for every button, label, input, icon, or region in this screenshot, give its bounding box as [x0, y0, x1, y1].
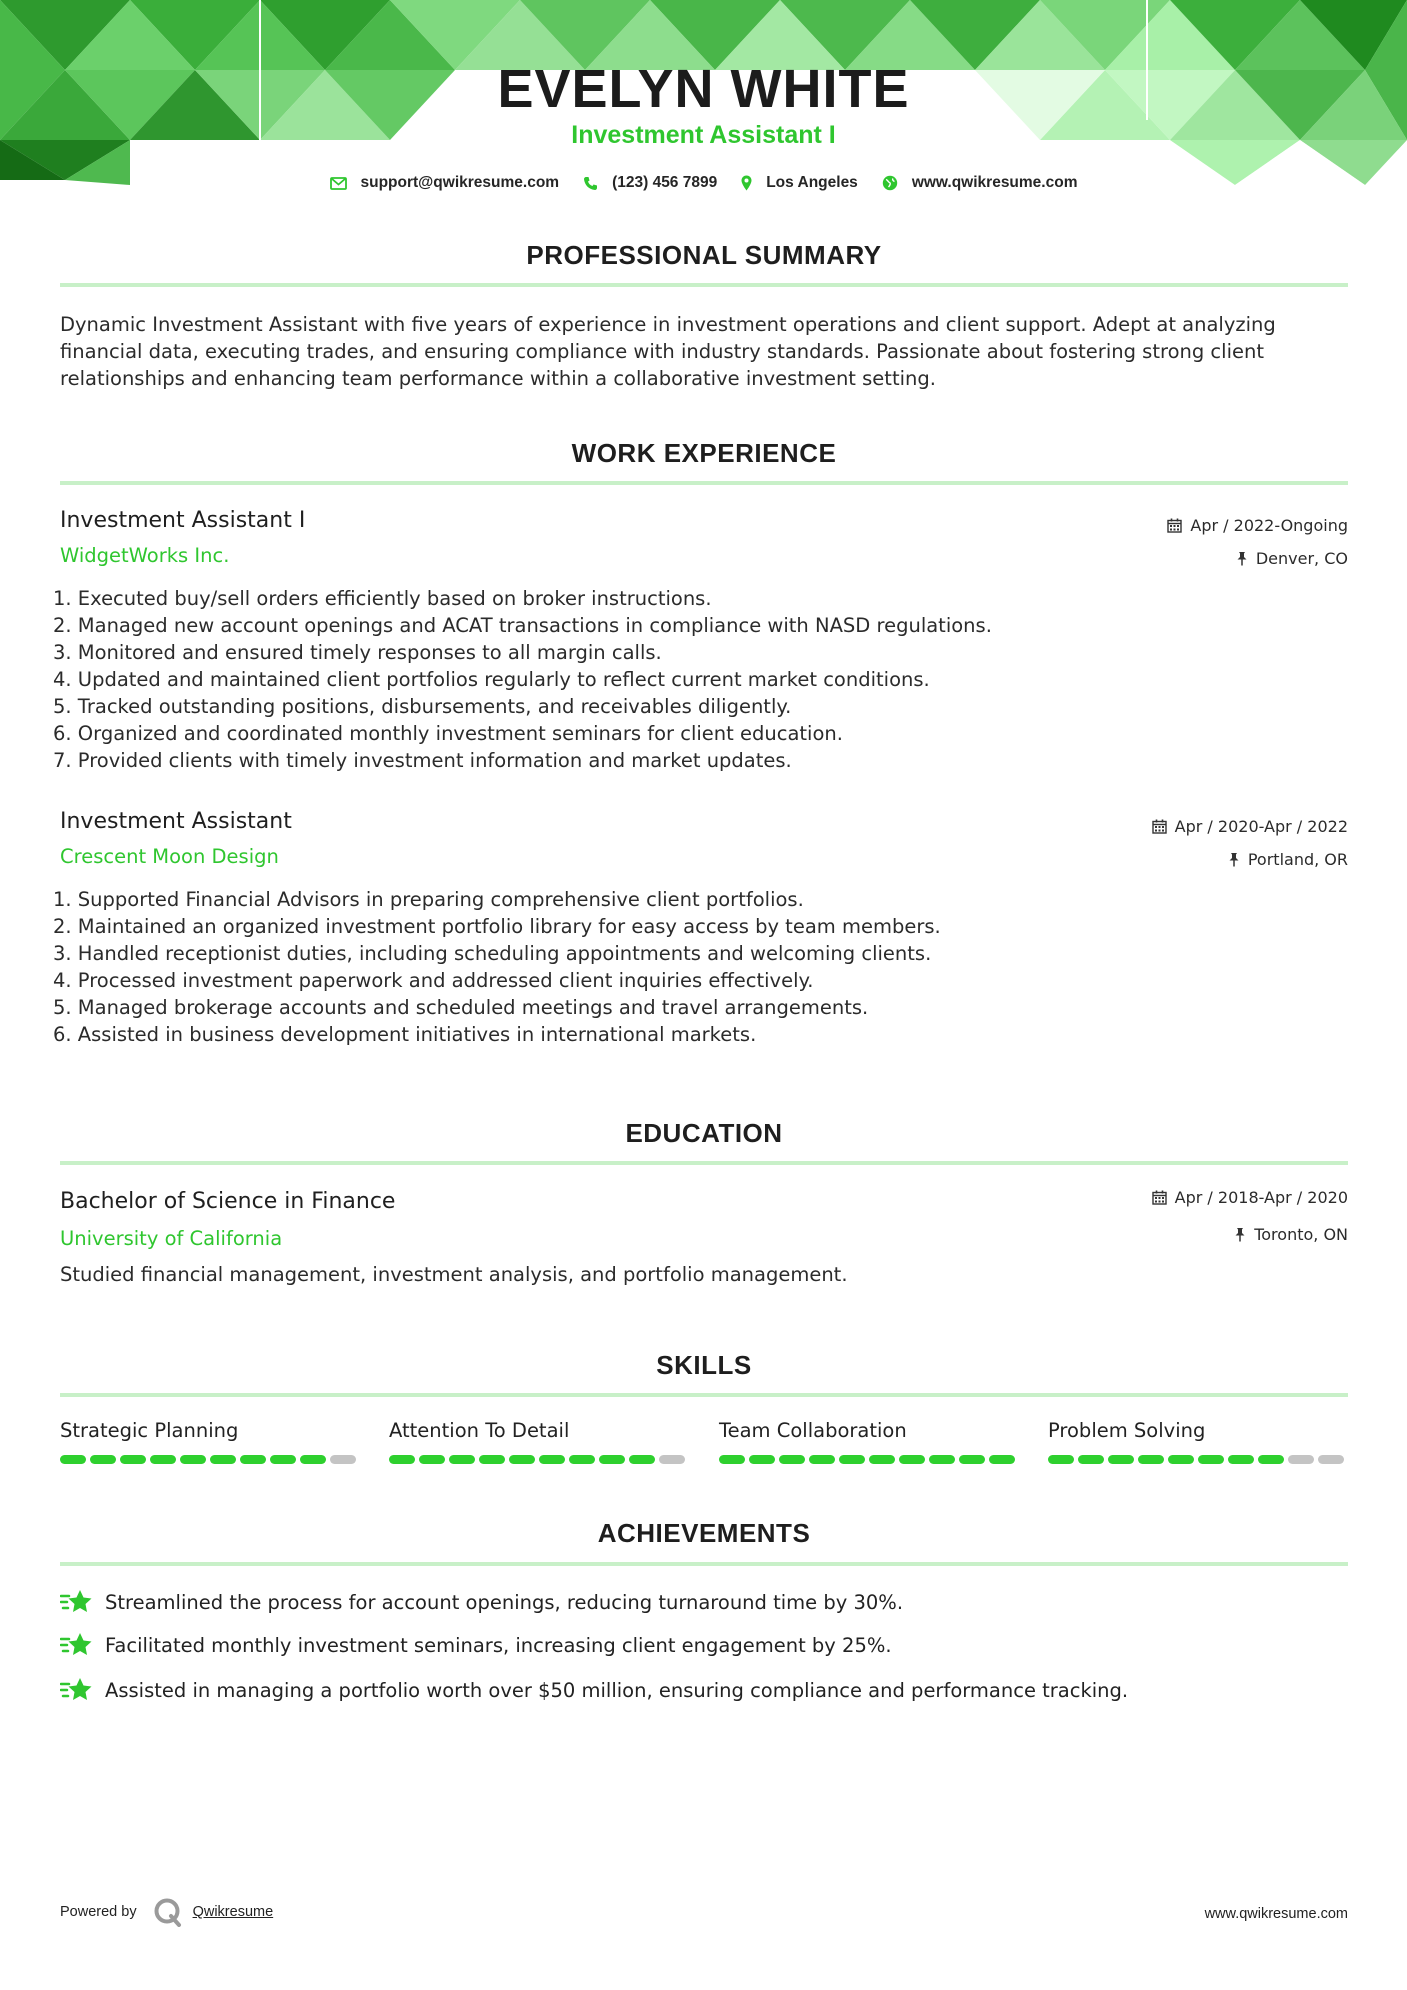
achievement-text: Facilitated monthly investment seminars, increasing client engagement by 25%.: [105, 1633, 892, 1657]
summary-text: Dynamic Investment Assistant with five years of experience in investment operations and client support. Adept at analyzing financial data, executing trades, and ensuring compliance with industry standards. Passionate about fostering strong client relationships and enhancing team performance within a collaborative investment setting.: [60, 313, 1276, 390]
skill-segment-filled: [809, 1455, 835, 1464]
skill-level-bar: [1048, 1455, 1348, 1464]
skill-level-bar: [60, 1455, 360, 1464]
list-item: 6. Organized and coordinated monthly investment seminars for client education.: [53, 722, 843, 745]
contact-location: [741, 174, 858, 192]
list-item: 4. Processed investment paperwork and addressed client inquiries effectively.: [53, 969, 814, 992]
skill-segment-filled: [569, 1455, 595, 1464]
skill-segment-filled: [839, 1455, 865, 1464]
calendar-icon: [1167, 518, 1182, 533]
list-item: 7. Provided clients with timely investment information and market updates.: [53, 749, 792, 772]
job-dates: [1167, 516, 1348, 535]
qwikresume-logo-icon: [153, 1897, 183, 1927]
job-location: [1236, 549, 1348, 568]
list-item: 4. Updated and maintained client portfolios regularly to reflect current market conditions.: [53, 668, 930, 691]
list-item: 5. Tracked outstanding positions, disbursements, and receivables diligently.: [53, 695, 792, 718]
experience-divider: [60, 481, 1348, 485]
map-pin-icon: [741, 175, 752, 191]
skill-segment-empty: [1288, 1455, 1314, 1464]
shooting-star-icon: [60, 1587, 92, 1617]
skill-segment-filled: [539, 1455, 565, 1464]
skill-segment-filled: [929, 1455, 955, 1464]
skill-item: [60, 1417, 360, 1464]
list-item: 2. Maintained an organized investment portfolio library for easy access by team members.: [53, 915, 941, 938]
footer-powered-by: [60, 1897, 273, 1927]
skill-level-bar: [389, 1455, 689, 1464]
achievement-item: [60, 1630, 892, 1660]
skill-segment-filled: [749, 1455, 775, 1464]
skill-segment-filled: [899, 1455, 925, 1464]
skill-name: Problem Solving: [1048, 1419, 1206, 1442]
skill-segment-filled: [1108, 1455, 1134, 1464]
skill-item: [389, 1417, 689, 1464]
skill-segment-filled: [1078, 1455, 1104, 1464]
education-location-text: Toronto, ON: [1254, 1225, 1348, 1244]
shooting-star-icon: [60, 1630, 92, 1660]
skill-segment-filled: [719, 1455, 745, 1464]
list-item: 1. Executed buy/sell orders efficiently based on broker instructions.: [53, 587, 712, 610]
skill-name: Attention To Detail: [389, 1419, 570, 1442]
achievement-text: Streamlined the process for account openings, reducing turnaround time by 30%.: [105, 1590, 904, 1614]
job-location: [1228, 850, 1348, 869]
contact-bar: [0, 174, 1407, 192]
skill-segment-filled: [300, 1455, 326, 1464]
pushpin-icon: [1234, 1227, 1246, 1242]
skill-name: Team Collaboration: [719, 1419, 907, 1442]
experience-heading: WORK EXPERIENCE: [571, 438, 837, 468]
list-item: 2. Managed new account openings and ACAT transactions in compliance with NASD regulations.: [53, 614, 992, 637]
skill-segment-filled: [120, 1455, 146, 1464]
calendar-icon: [1152, 819, 1167, 834]
skill-segment-filled: [1198, 1455, 1224, 1464]
skill-item: [719, 1417, 1019, 1464]
skill-segment-filled: [210, 1455, 236, 1464]
skill-segment-filled: [989, 1455, 1015, 1464]
list-item: 6. Assisted in business development initiatives in international markets.: [53, 1023, 757, 1046]
school-name: University of California: [60, 1227, 283, 1250]
skill-name: Strategic Planning: [60, 1419, 239, 1442]
degree-title: Bachelor of Science in Finance: [60, 1189, 396, 1214]
envelope-icon: [330, 177, 347, 190]
list-item: 3. Monitored and ensured timely responses to all margin calls.: [53, 641, 662, 664]
skill-segment-filled: [90, 1455, 116, 1464]
job-dates-text: Apr / 2020-Apr / 2022: [1174, 817, 1348, 836]
education-heading: EDUCATION: [625, 1118, 783, 1148]
skill-segment-filled: [240, 1455, 266, 1464]
contact-website-text: www.qwikresume.com: [911, 174, 1078, 191]
skill-segment-empty: [1318, 1455, 1344, 1464]
qwikresume-link[interactable]: Qwikresume: [192, 1904, 274, 1920]
company-name: WidgetWorks Inc.: [60, 544, 230, 567]
job-dates-text: Apr / 2022-Ongoing: [1190, 516, 1348, 535]
pushpin-icon: [1228, 852, 1240, 867]
footer-website[interactable]: www.qwikresume.com: [1204, 1906, 1348, 1922]
job-location-text: Portland, OR: [1247, 850, 1348, 869]
achievements-heading: ACHIEVEMENTS: [597, 1518, 811, 1548]
calendar-icon: [1152, 1190, 1167, 1205]
skill-segment-empty: [330, 1455, 356, 1464]
skill-segment-filled: [180, 1455, 206, 1464]
achievement-text: Assisted in managing a portfolio worth over $50 million, ensuring compliance and performance tracking.: [105, 1678, 1129, 1702]
job-duties-list: [53, 886, 1333, 1048]
phone-icon: [583, 176, 598, 191]
skill-segment-filled: [779, 1455, 805, 1464]
education-dates: [1152, 1188, 1348, 1207]
globe-icon: [882, 175, 898, 191]
skill-segment-filled: [1168, 1455, 1194, 1464]
summary-heading: PROFESSIONAL SUMMARY: [526, 240, 882, 270]
skill-segment-filled: [419, 1455, 445, 1464]
contact-phone-text: (123) 456 7899: [612, 174, 718, 191]
skill-item: [1048, 1417, 1348, 1464]
skill-segment-filled: [1048, 1455, 1074, 1464]
skill-segment-filled: [449, 1455, 475, 1464]
contact-phone[interactable]: [583, 174, 717, 192]
achievement-item: [60, 1587, 903, 1617]
education-location: [1234, 1225, 1348, 1244]
list-item: 1. Supported Financial Advisors in preparing comprehensive client portfolios.: [53, 888, 804, 911]
skill-segment-filled: [1258, 1455, 1284, 1464]
skill-level-bar: [719, 1455, 1019, 1464]
skill-segment-empty: [659, 1455, 685, 1464]
skill-segment-filled: [479, 1455, 505, 1464]
powered-by-label: Powered by: [60, 1904, 137, 1920]
job-title: Investment Assistant I: [60, 508, 306, 533]
contact-email-text: support@qwikresume.com: [360, 174, 560, 191]
list-item: 5. Managed brokerage accounts and scheduled meetings and travel arrangements.: [53, 996, 869, 1019]
education-divider: [60, 1161, 1348, 1165]
job-dates: [1152, 817, 1348, 836]
skill-segment-filled: [60, 1455, 86, 1464]
skills-heading: SKILLS: [656, 1350, 752, 1380]
candidate-role: Investment Assistant I: [571, 121, 836, 149]
skill-segment-filled: [599, 1455, 625, 1464]
achievement-item: [60, 1675, 1128, 1705]
contact-email[interactable]: [330, 174, 560, 192]
job-location-text: Denver, CO: [1255, 549, 1348, 568]
contact-website[interactable]: [882, 174, 1078, 192]
candidate-name: EVELYN WHITE: [497, 59, 910, 119]
company-name: Crescent Moon Design: [60, 845, 279, 868]
shooting-star-icon: [60, 1675, 92, 1705]
skills-divider: [60, 1393, 1348, 1397]
list-item: 3. Handled receptionist duties, including scheduling appointments and welcoming clients.: [53, 942, 932, 965]
skill-segment-filled: [270, 1455, 296, 1464]
skill-segment-filled: [389, 1455, 415, 1464]
skill-segment-filled: [869, 1455, 895, 1464]
education-dates-text: Apr / 2018-Apr / 2020: [1174, 1188, 1348, 1207]
education-description: Studied financial management, investment analysis, and portfolio management.: [60, 1263, 848, 1286]
skill-segment-filled: [1228, 1455, 1254, 1464]
skill-segment-filled: [150, 1455, 176, 1464]
skill-segment-filled: [1138, 1455, 1164, 1464]
job-title: Investment Assistant: [60, 809, 292, 834]
skill-segment-filled: [509, 1455, 535, 1464]
contact-location-text: Los Angeles: [766, 174, 858, 191]
achievements-divider: [60, 1562, 1348, 1566]
skill-segment-filled: [629, 1455, 655, 1464]
summary-divider: [60, 283, 1348, 287]
job-duties-list: [53, 585, 1333, 774]
skill-segment-filled: [959, 1455, 985, 1464]
pushpin-icon: [1236, 551, 1248, 566]
